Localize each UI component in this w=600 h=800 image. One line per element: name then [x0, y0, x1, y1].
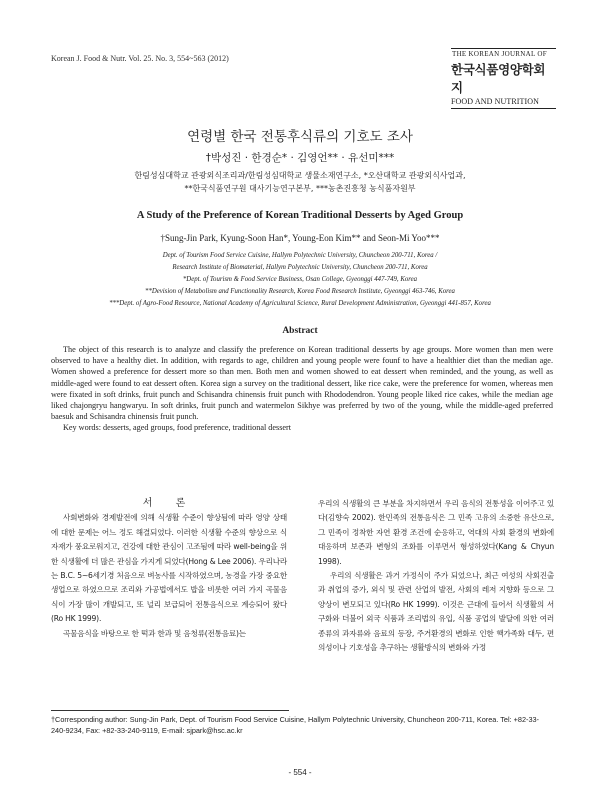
journal-citation: Korean J. Food & Nutr. Vol. 25. No. 3, 554~563 (2012) — [51, 54, 229, 63]
abstract-heading: Abstract — [282, 326, 318, 336]
brand-bottom-rule — [451, 108, 556, 109]
title-english: A Study of the Preference of Korean Traditional Desserts by Aged Group — [136, 210, 464, 221]
affiliation-en-3: *Dept. of Tourism & Food Service Business, Osan College, Gyeonggi 447-749, Korea — [182, 276, 418, 283]
affiliation-en-1: Dept. of Tourism Food Service Cuisine, Hallym Polytechnic University, Chuncheon 200-711, Korea / — [162, 252, 438, 259]
intro-paragraph: 우리의 식생활은 과거 가정식이 주가 되었으나, 최근 여성의 사회진출과 취업의 증가, 외식 및 관련 산업의 발전, 사회의 레저 지향화 등으로 그 양상이 변모되고 있다(Ro HK 1999). 이것은 근대에 들어서 식생활의 서구화와 더불어 외국 식품과 조리법의 유입, 식품 공업의 발달에 의한 여러 종류의 과자류와 음료의 등장, 주거환경의 변화로 인한 핵가족화 대두, 편의성이나 기호성을 추구하는 생활방식의 변화와 가정 — [318, 571, 554, 653]
intro-column-right — [318, 497, 554, 655]
affiliation-ko-2: **한국식품연구원 대사기능연구본부, ***농촌진흥청 농식품자원부 — [184, 184, 416, 193]
brand-en-top: THE KOREAN JOURNAL OF — [452, 50, 547, 58]
section-heading-intro: 서 론 — [142, 498, 196, 509]
brand-en-bottom: FOOD AND NUTRITION — [451, 97, 540, 106]
page-number: - 554 - — [288, 768, 312, 777]
authors-korean: †박성진 · 한경순* · 김영언** · 유선미*** — [205, 152, 395, 164]
keywords: Key words: desserts, aged groups, food preference, traditional dessert — [63, 423, 292, 433]
abstract-block — [51, 344, 553, 434]
intro-column-left — [51, 497, 287, 641]
intro-paragraph: 우리의 식생활의 큰 부분을 차지하면서 우리 음식의 전통성을 이어주고 있다(김향숙 2002). 한민족의 전통음식은 그 민족 고유의 소중한 유산으로, 그 민족이 정착한 자연 환경 조건에 순응하고, 역대의 사회 환경의 변화에 대응하며 보존과 변형의 조화를 이루면서 형성하였다(Kang & Chyun 1998). — [318, 499, 554, 566]
affiliation-en-4: **Devision of Metabolism and Functionality Research, Korea Food Research Institute, Gyeonggi 463-746, Korea — [145, 288, 455, 295]
brand-ko: 한국식품영양학회지 — [451, 62, 546, 95]
intro-paragraph: 사회변화와 경제발전에 의해 식생활 수준이 향상됨에 따라 영양 상태에 대한 문제는 어느 정도 해결되었다. 이러한 식생활 수준의 향상으로 식자재가 풍요로워지고, 건강에 대한 관심이 고조됨에 따라 well-being을 위한 식생활에 더 많은 관심을 가지게 되었다(Hong & Lee 2006). 우리나라는 B.C. 5~6세기경 처음으로 벼농사를 시작하였으며, 농경을 가장 중요한 생업으로 하였으므로 조리와 가공법에서도 밥을 비롯한 여러 가지 곡물음식이 가장 많이 개발되고, 또 널리 보급되어 전통음식으로 계승되어 왔다(Ro HK 1999). — [51, 513, 287, 624]
authors-english: †Sung-Jin Park, Kyung-Soon Han*, Young-Eon Kim** and Seon-Mi Yoo*** — [160, 233, 440, 243]
affiliation-ko-1: 한림성심대학교 관광외식조리과/한림성심대학교 생물소재연구소, *오산대학교 관광외식사업과, — [134, 171, 466, 180]
affiliation-en-2: Research Institute of Biomaterial, Hallym Polytechnic University, Chuncheon 200-711, Korea — [172, 264, 428, 271]
journal-brand — [451, 48, 556, 109]
affiliation-en-5: ***Dept. of Agro-Food Resource, National Academy of Agricultural Science, Rural Development Administration, Gyeonggi 441-857, Korea — [109, 300, 491, 307]
footnote-rule — [51, 710, 289, 711]
title-korean: 연령별 한국 전통후식류의 기호도 조사 — [187, 129, 413, 145]
corresponding-author-footnote: †Corresponding author: Sung-Jin Park, Dept. of Tourism Food Service Cuisine, Hallym Polytechnic University, Chuncheon 200-711, Korea. Tel: +82-33-240-9234, Fax: +82-33-240-9119, E-mail: sjpark@hsc.ac.kr — [51, 715, 539, 736]
abstract-body: The object of this research is to analyze and classify the preference on Korean traditional desserts by age groups. More women than men were observed to have a healthy diet. In addition, with regards to age, children and young people were founf to have a healthier diet than the median age. Women showed a preference for dessert more so than men. Both men and women showed to eat dessert when reminded, and the young, as well as middle-aged were found to eat dessert often. Korea sign a survey on the traditional dessert, like rice cake, were the preference for women, whereas men were fixated in soft drinks, fruit punch and Schisandra chinensis fruit punch with Rhododendron. Young people liked rice cakes, while the median age liked chajongryu hangwaryu. In soft drinks, fruit punch and watermelon Sikhye was preferred by two of the young, while the middle-aged preferred baesuk and Schisandra chinensis fruit punch. — [51, 345, 553, 422]
intro-paragraph: 곡물음식을 바탕으로 한 떡과 한과 및 음청류(전통음료)는 — [63, 628, 246, 638]
